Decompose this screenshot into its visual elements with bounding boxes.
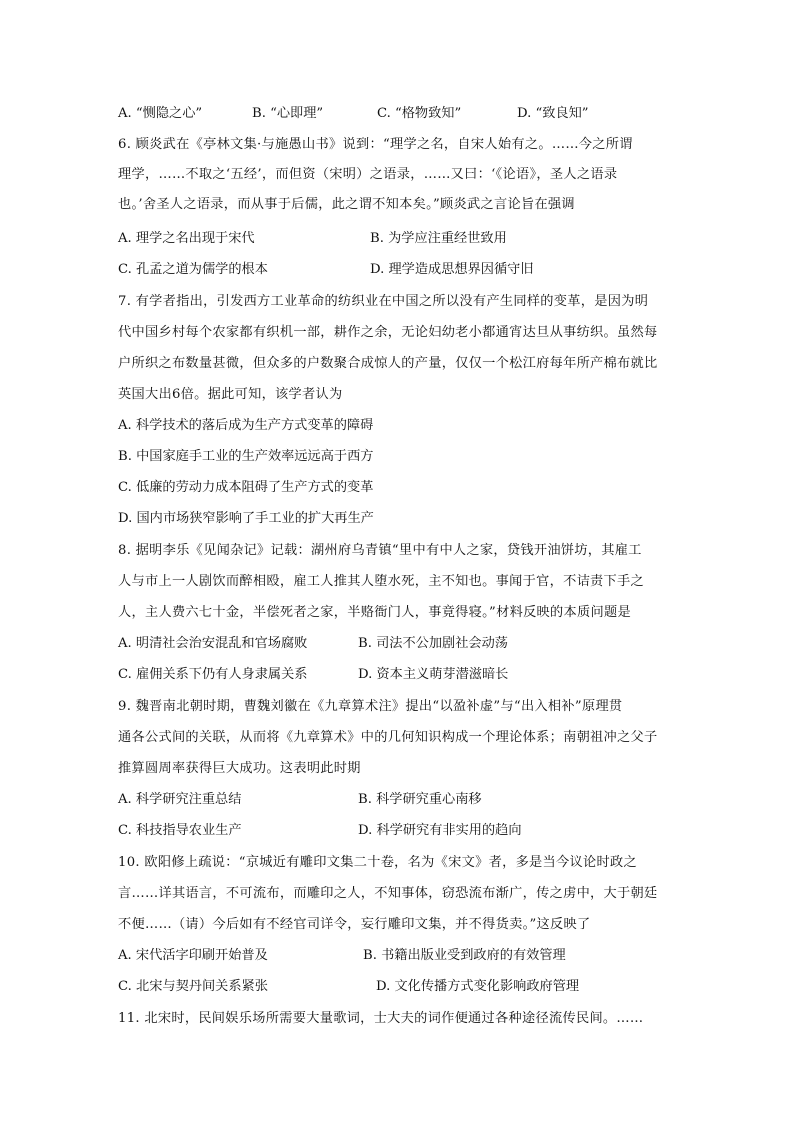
- q9-line-3: 推算圆周率获得巨大成功。这表明此时期: [118, 761, 361, 776]
- q7-option-a: A. 科学技术的落后成为生产方式变革的障碍: [118, 418, 374, 433]
- q6-line-1: 6. 顾炎武在《亭林文集·与施愚山书》说到：“理学之名，自宋人始有之。……今之所谓: [118, 137, 633, 152]
- q7-option-d: D. 国内市场狭窄影响了手工业的扩大再生产: [118, 511, 374, 526]
- q10-line-2: 言……详其语言，不可流布，而雕印之人，不知事体，窃恐流布渐广，传之虏中，大于朝廷: [118, 886, 658, 901]
- q9-line-1: 9. 魏晋南北朝时期，曹魏刘徽在《九章算术注》提出“以盈补虚”与“出入相补”原理贯: [118, 699, 623, 714]
- q8-option-a: A. 明清社会治安混乱和官场腐败: [118, 636, 308, 651]
- q7-line-1: 7. 有学者指出，引发西方工业革命的纺织业在中国之所以没有产生同样的变革，是因为明: [118, 294, 649, 309]
- q10-option-b: B. 书籍出版业受到政府的有效管理: [363, 948, 566, 963]
- q10-option-a: A. 宋代活字印刷开始普及: [118, 948, 268, 963]
- q6-line-2: 理学，……不取之‘五经’，而但资（宋明）之语录，……又曰：‘《论语》，圣人之语录: [118, 167, 618, 182]
- q10-option-c: C. 北宋与契丹间关系紧张: [118, 979, 268, 994]
- q5-option-a: A. “恻隐之心”: [118, 106, 203, 121]
- q5-option-b: B. “心即理”: [252, 106, 324, 121]
- q8-line-3: 人，主人费六七十金，半偿死者之家，半赂衙门人，事竟得寝。”材料反映的本质问题是: [118, 605, 631, 620]
- q11-line-1: 11. 北宋时，民间娱乐场所需要大量歌词，士大夫的词作便通过各种途径流传民间。……: [118, 1011, 644, 1026]
- q8-option-b: B. 司法不公加剧社会动荡: [358, 636, 508, 651]
- q9-option-b: B. 科学研究重心南移: [358, 792, 482, 807]
- q10-line-3: 不便……（请）今后如有不经官司详令，妄行雕印文集，并不得货卖。”这反映了: [118, 917, 591, 932]
- q8-option-d: D. 资本主义萌芽潜滋暗长: [358, 667, 509, 682]
- q5-option-d: D. “致良知”: [517, 106, 589, 121]
- q10-line-1: 10. 欧阳修上疏说：“京城近有雕印文集二十卷，名为《宋文》者，多是当今议论时政之: [118, 855, 637, 870]
- q7-option-b: B. 中国家庭手工业的生产效率远远高于西方: [118, 449, 374, 464]
- q7-line-3: 户所织之布数量甚微，但众多的户数聚合成惊人的产量，仅仅一个松江府每年所产棉布就比: [118, 356, 658, 371]
- q6-option-b: B. 为学应注重经世致用: [370, 231, 507, 246]
- q10-option-d: D. 文化传播方式变化影响政府管理: [376, 979, 580, 994]
- q8-option-c: C. 雇佣关系下仍有人身隶属关系: [118, 667, 308, 682]
- q7-option-c: C. 低廉的劳动力成本阻碍了生产方式的变革: [118, 480, 374, 495]
- q6-option-a: A. 理学之名出现于宋代: [118, 231, 255, 246]
- q9-option-d: D. 科学研究有非实用的趋向: [358, 823, 522, 838]
- q6-option-c: C. 孔孟之道为儒学的根本: [118, 262, 268, 277]
- q9-option-c: C. 科技指导农业生产: [118, 823, 242, 838]
- q9-line-2: 通各公式间的关联，从而将《九章算术》中的几何知识构成一个理论体系；南朝祖冲之父子: [118, 730, 658, 745]
- q5-option-c: C. “格物致知”: [377, 106, 462, 121]
- q8-line-2: 人与市上一人剧饮而醉相殴，雇工人推其人堕水死，主不知也。事闻于官，不诘责下手之: [118, 574, 645, 589]
- q9-option-a: A. 科学研究注重总结: [118, 792, 242, 807]
- q7-line-2: 代中国乡村每个农家都有织机一部，耕作之余，无论妇幼老小都通宵达旦从事纺织。虽然每: [118, 325, 658, 340]
- q6-line-3: 也。’舍圣人之语录，而从事于后儒，此之谓不知本矣。”顾炎武之言论旨在强调: [118, 197, 575, 212]
- q8-line-1: 8. 据明李乐《见闻杂记》记载：湖州府乌青镇“里中有中人之家，贷钱开油饼坊，其雇工: [118, 543, 642, 558]
- q6-option-d: D. 理学造成思想界因循守旧: [370, 262, 534, 277]
- q7-line-4: 英国大出6倍。据此可知，该学者认为: [118, 387, 343, 402]
